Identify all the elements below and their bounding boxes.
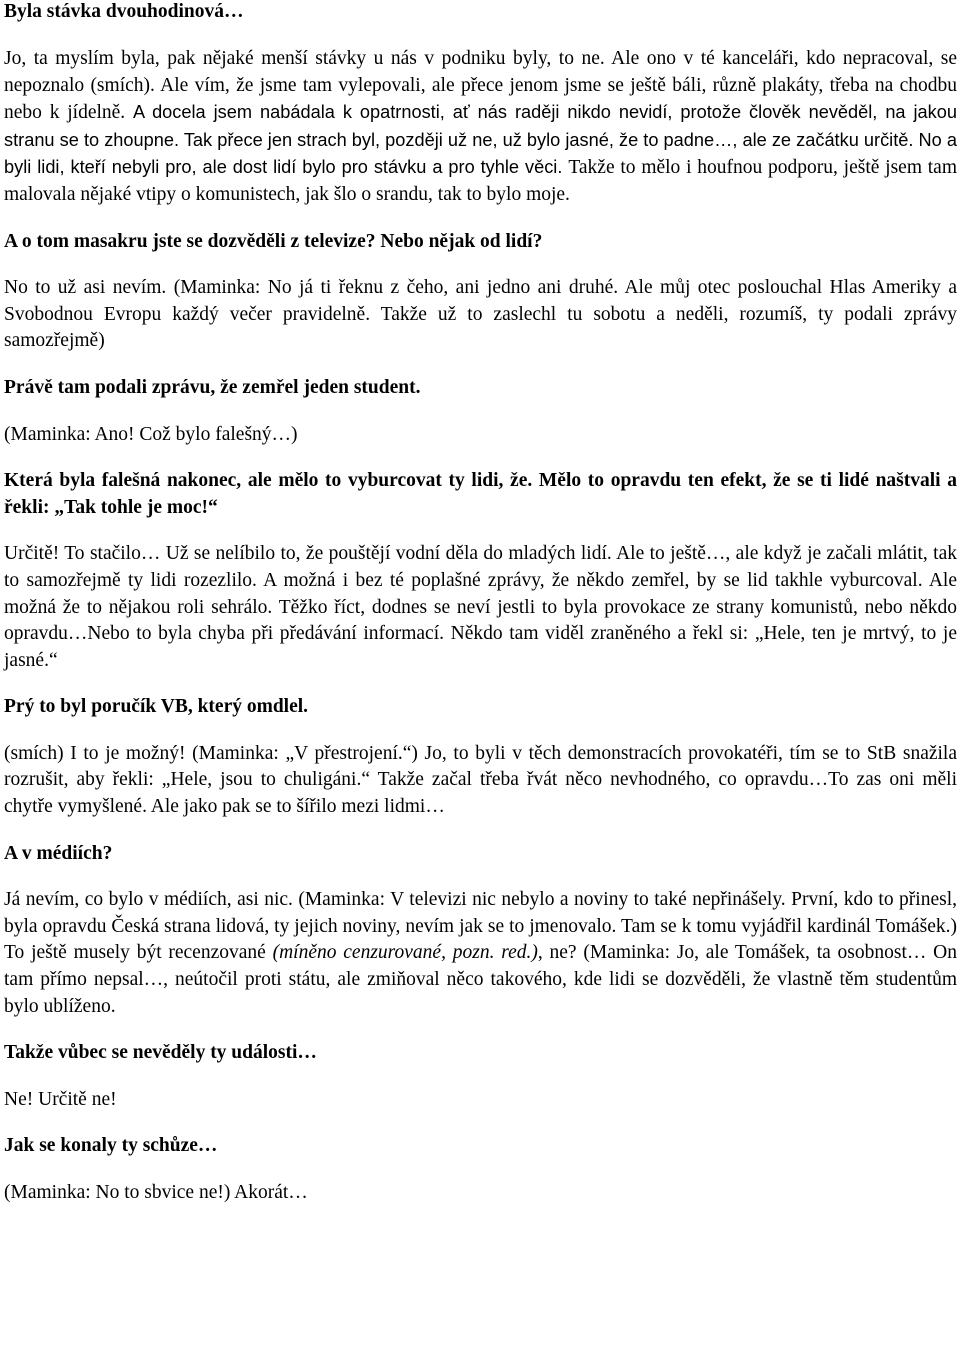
question-3: Která byla falešná nakonec, ale mělo to vyburcovat ty lidi, že. Mělo to opravdu ten efekt, že se ti lidé naštvali a řekli: „Tak tohle je moc!“: [4, 470, 957, 518]
question-2: Právě tam podali zprávu, že zemřel jeden student.: [4, 376, 421, 398]
question-1: A o tom masakru jste se dozvěděli z televize? Nebo nějak od lidí?: [4, 230, 543, 252]
answer-paragraph-8: (Maminka: No to sbvice ne!) Akorát…: [4, 1182, 308, 1203]
question-5: A v médiích?: [4, 842, 113, 864]
question-7: Jak se konaly ty schůze…: [4, 1135, 218, 1157]
section-heading: Byla stávka dvouhodinová…: [4, 1, 244, 22]
answer-6-part-b: , ne? (Maminka: Jo, ale Tomášek, ta osobnost… On tam přímo nepsal…, neútočil proti státu, ale zmiňoval něco takového, kde lidi se dozvěděli, že vlastně těm studentům bylo ublíženo.: [4, 942, 957, 1017]
question-4: Prý to byl poručík VB, který omdlel.: [4, 696, 309, 718]
question-6: Takže vůbec se nevěděly ty události…: [4, 1042, 317, 1064]
answer-paragraph-3: (Maminka: Ano! Což bylo falešný…): [4, 423, 298, 445]
answer-paragraph-1: [4, 46, 957, 209]
answer-1-part-a: Jo, ta myslím byla, pak nějaké menší stávky u nás v podniku byly, to ne. Ale ono v té kanceláři, kdo nepracoval, se nepoznalo (smích). Ale vím, že jsme tam vylepovali, ale přece jenom jsme se ještě báli, různě plakáty, třeba na chodbu nebo k jídelně.: [4, 48, 957, 124]
answer-paragraph-4: Určitě! To stačilo… Už se nelíbilo to, že pouštějí vodní děla do mladých lidí. Ale to ještě…, ale když je začali mlátit, tak to samozřejmě ty lidi rozezlilo. A možná i bez té poplašné zprávy, že někdo zemřel, by se lid takhle vyburcoval. Ale možná že to nějakou roli sehrálo. Těžko říct, dodnes se neví jestli to byla provokace ze strany komunistů, nebo někdo opravdu…Nebo to byla chyba při předávání informací. Někdo tam viděl zraněného a řekl si: „Hele, ten je mrtvý, to je jasné.“: [4, 543, 957, 671]
answer-paragraph-7: Ne! Určitě ne!: [4, 1088, 117, 1110]
answer-6-part-a: Já nevím, co bylo v médiích, asi nic. (Maminka: V televizi nic nebylo a noviny to také nepřinášely. První, kdo to přinesl, byla opravdu Česká strana lidová, ty jejich noviny, nevím jak se to jmenovalo. Tam se k tomu vyjádřil kardinál Tomášek.) To ještě musely být recenzované: [4, 889, 957, 964]
document-page: [4, 0, 957, 1207]
editor-note: (míněno cenzurované, pozn. red.): [272, 942, 538, 964]
answer-paragraph-5: (smích) I to je možný! (Maminka: „V přestrojení.“) Jo, to byli v těch demonstracích provokatéři, tím se to StB snažila rozrušit, aby řekli: „Hele, jsou to chuligáni.“ Takže začal třeba řvát něco nevhodného, co opravdu…To zas oni měli chytře vymyšlené. Ale jako pak se to šířilo mezi lidmi…: [4, 742, 957, 818]
answer-1-part-b: A docela jsem nabádala k opatrnosti, ať nás raději nikdo nevidí, protože člověk nevěděl, na jakou stranu se to zhoupne. Tak přece jen strach byl, později už ne, už bylo jasné, že to padne…, ale ze začátku určitě. No a byli lidi, kteří nebyli pro, ale dost lidí bylo pro stávku a pro tyhle věci.: [4, 102, 957, 178]
answer-paragraph-2: No to už asi nevím. (Maminka: No já ti řeknu z čeho, ani jedno ani druhé. Ale můj otec poslouchal Hlas Ameriky a Svobodnou Evropu každý večer pravidelně. Takže už to zaslechl tu sobotu a neděli, rozumíš, ty podali zprávy samozřejmě): [4, 277, 957, 352]
answer-paragraph-6: [4, 887, 957, 1020]
answer-1-part-c: Takže to mělo i houfnou podporu, ještě jsem tam malovala nějaké vtipy o komunistech, jak šlo o srandu, tak to bylo moje.: [4, 157, 957, 205]
